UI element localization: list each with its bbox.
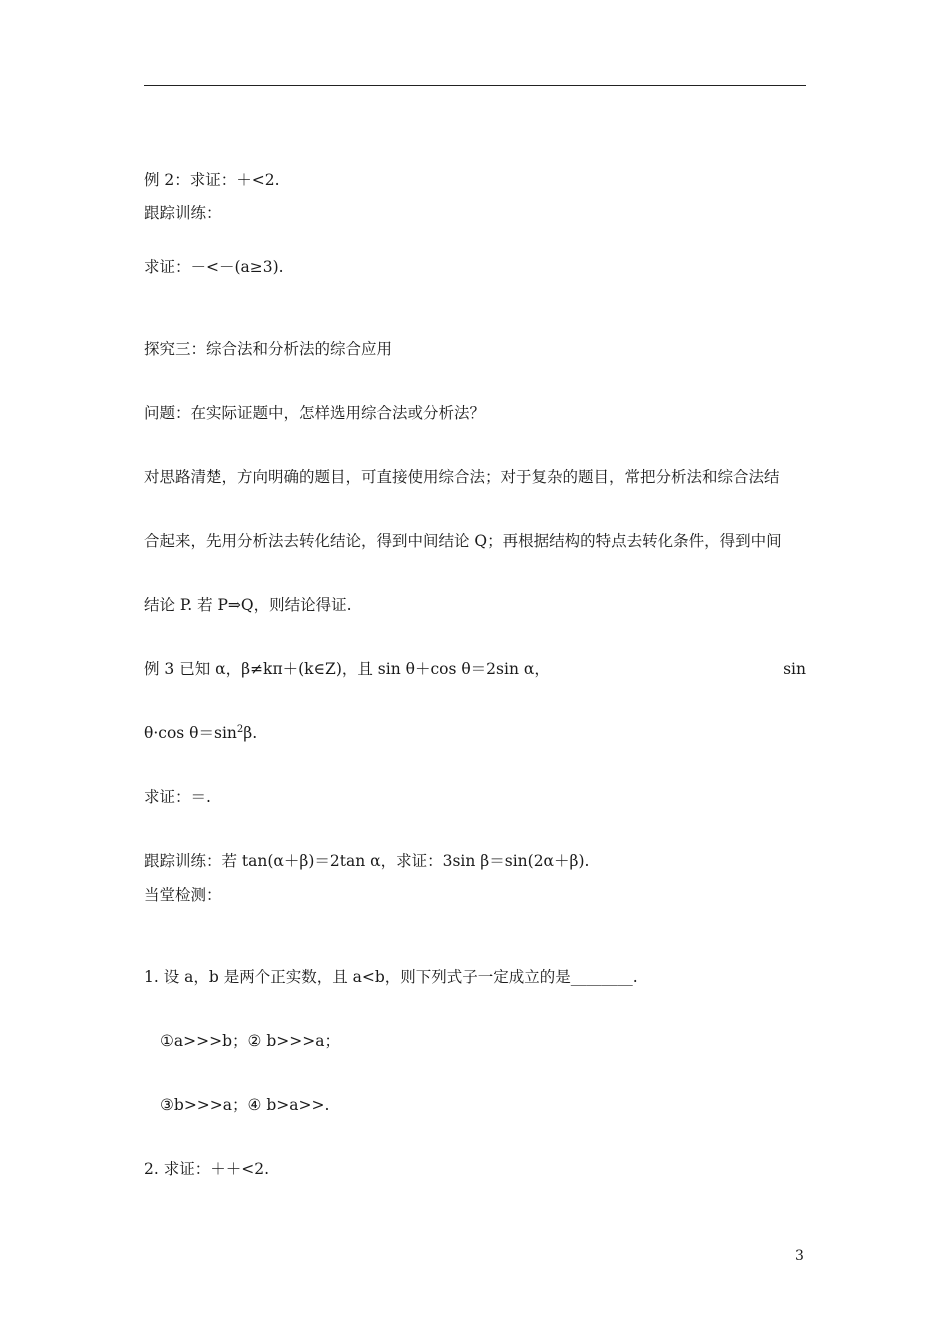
question-2: 2. 求证：＋＋<2. xyxy=(144,1160,269,1178)
page-number: 3 xyxy=(795,1248,804,1264)
track-training-problem: 求证：－<－(a≥3). xyxy=(144,258,284,276)
example-3-cont-a: θ·cos θ＝sin xyxy=(144,724,237,742)
header-rule xyxy=(144,85,806,86)
paragraph-line-2: 合起来，先用分析法去转化结论，得到中间结论 Q；再根据结构的特点去转化条件，得到中间 xyxy=(144,532,782,550)
example-3-continuation xyxy=(144,723,257,743)
question-1-options-a: ①a>>>b；② b>>>a； xyxy=(160,1032,340,1050)
example-3-cont-b: β. xyxy=(243,724,258,742)
example-3-trailing: sin xyxy=(783,660,806,678)
example-3-row xyxy=(144,659,806,679)
superscript-2: 2 xyxy=(236,723,244,735)
question-1: 1. 设 a，b 是两个正实数，且 a<b，则下列式子一定成立的是________. xyxy=(144,968,638,986)
paragraph-line-1: 对思路清楚，方向明确的题目，可直接使用综合法；对于复杂的题目，常把分析法和综合法结 xyxy=(144,468,780,486)
example-2: 例 2：求证：＋<2. xyxy=(144,171,280,189)
question-1-options-b: ③b>>>a；④ b>a>>. xyxy=(160,1096,330,1114)
example-3-text: 例 3 已知 α，β≠kπ＋(k∈Z)，且 sin θ＋cos θ＝2sin α， xyxy=(144,660,550,678)
prove-equality: 求证：＝. xyxy=(144,788,211,806)
track-training-label: 跟踪训练： xyxy=(144,204,222,222)
question-line: 问题：在实际证题中，怎样选用综合法或分析法？ xyxy=(144,404,486,422)
explore-3-heading: 探究三：综合法和分析法的综合应用 xyxy=(144,340,393,358)
track-training-2: 跟踪训练：若 tan(α＋β)＝2tan α，求证：3sin β＝sin(2α＋β). xyxy=(144,852,590,870)
paragraph-line-3: 结论 P. 若 P⇒Q，则结论得证. xyxy=(144,596,352,614)
quiz-label: 当堂检测： xyxy=(144,886,222,904)
